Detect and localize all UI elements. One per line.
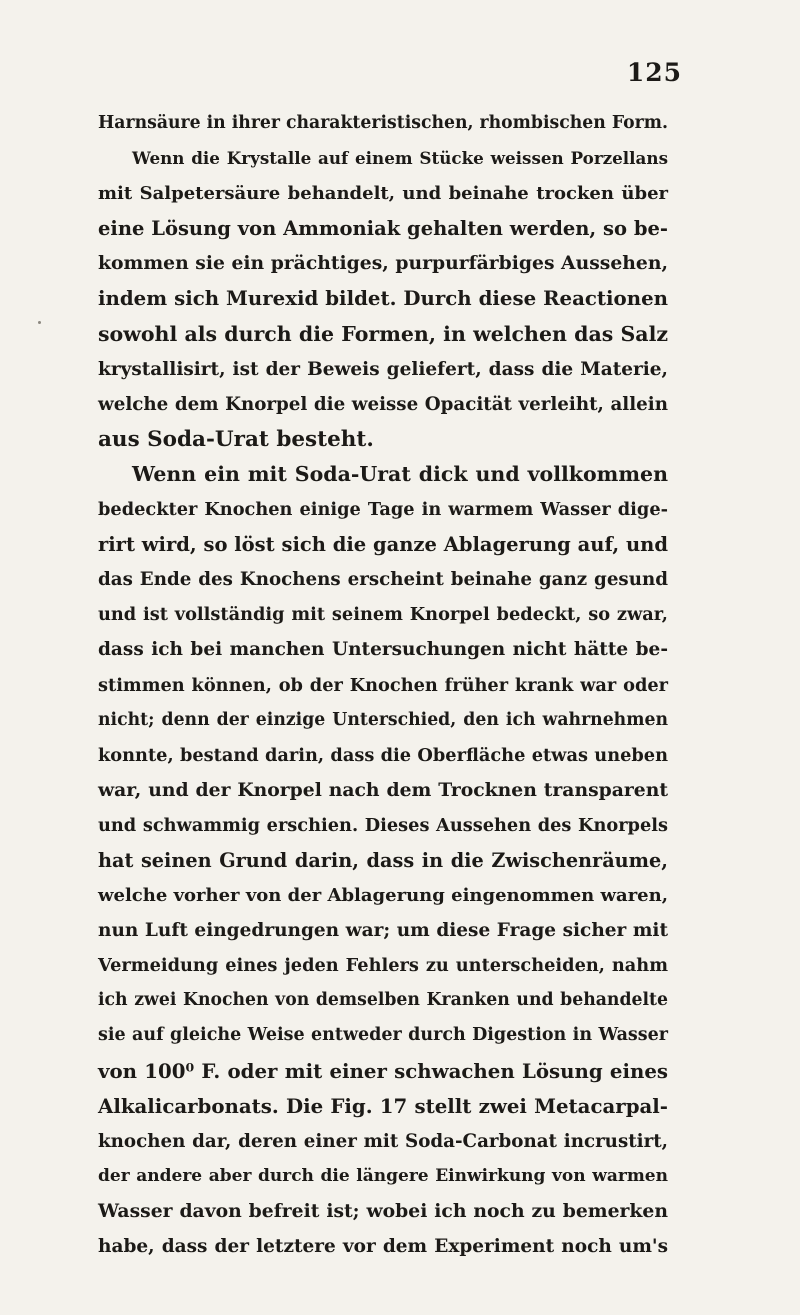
- text-line: ich zwei Knochen von demselben Kranken und behandelte: [98, 990, 668, 1011]
- text-line: konnte, bestand darin, dass die Oberfläche etwas uneben: [98, 744, 668, 766]
- text-line: das Ende des Knochens erscheint beinahe ganz gesund: [98, 569, 668, 591]
- text-line: nun Luft eingedrungen war; um diese Frage sicher mit: [98, 920, 668, 942]
- text-line: welche dem Knorpel die weisse Opacität verleiht, allein: [98, 393, 668, 415]
- text-line: nicht; denn der einzige Unterschied, den ich wahrnehmen: [98, 709, 668, 730]
- text-line: Alkalicarbonats. Die Fig. 17 stellt zwei Metacarpal-: [98, 1093, 668, 1118]
- text-line: Vermeidung eines jeden Fehlers zu unterscheiden, nahm: [98, 955, 668, 977]
- edge-mark: [38, 321, 41, 324]
- text-line: hat seinen Grund darin, dass in die Zwischenräume,: [98, 848, 668, 872]
- body-text: [98, 106, 668, 1264]
- text-line: und ist vollständig mit seinem Knorpel bedeckt, so zwar,: [98, 604, 668, 626]
- page-number: 125: [626, 58, 682, 87]
- text-line: krystallisirt, ist der Beweis geliefert, dass die Materie,: [98, 358, 668, 380]
- text-line: knochen dar, deren einer mit Soda-Carbonat incrustirt,: [98, 1130, 668, 1152]
- text-line: bedeckter Knochen einige Tage in warmem Wasser dige-: [98, 499, 668, 521]
- text-line: mit Salpetersäure behandelt, und beinahe trocken über: [98, 183, 668, 205]
- text-line: der andere aber durch die längere Einwirkung von warmen: [98, 1165, 668, 1186]
- text-line: und schwammig erschien. Dieses Aussehen des Knorpels: [98, 814, 668, 836]
- text-line: dass ich bei manchen Untersuchungen nicht hätte be-: [98, 639, 668, 661]
- text-line: Wenn die Krystalle auf einem Stücke weissen Porzellans: [132, 148, 668, 169]
- text-line: war, und der Knorpel nach dem Trocknen transparent: [98, 778, 668, 801]
- text-line: stimmen können, ob der Knochen früher krank war oder: [98, 674, 668, 696]
- text-line: sie auf gleiche Weise entweder durch Digestion in Wasser: [98, 1025, 668, 1046]
- text-line: aus Soda-Urat besteht.: [98, 426, 374, 452]
- text-line: sowohl als durch die Formen, in welchen das Salz: [98, 321, 668, 346]
- text-line: von 100⁰ F. oder mit einer schwachen Lösung eines: [98, 1058, 668, 1083]
- text-line: Wenn ein mit Soda-Urat dick und vollkommen: [132, 461, 668, 486]
- text-line: kommen sie ein prächtiges, purpurfärbiges Aussehen,: [98, 252, 668, 275]
- text-line: rirt wird, so löst sich die ganze Ablagerung auf, und: [98, 533, 668, 557]
- text-line: indem sich Murexid bildet. Durch diese Reactionen: [98, 286, 668, 311]
- text-line: habe, dass der letztere vor dem Experiment noch um's: [98, 1236, 668, 1257]
- text-line: Harnsäure in ihrer charakteristischen, rhombischen Form.: [98, 113, 668, 133]
- text-line: Wasser davon befreit ist; wobei ich noch zu bemerken: [98, 1199, 668, 1222]
- text-line: eine Lösung von Ammoniak gehalten werden, so be-: [98, 217, 668, 241]
- text-line: welche vorher von der Ablagerung eingenommen waren,: [98, 885, 668, 907]
